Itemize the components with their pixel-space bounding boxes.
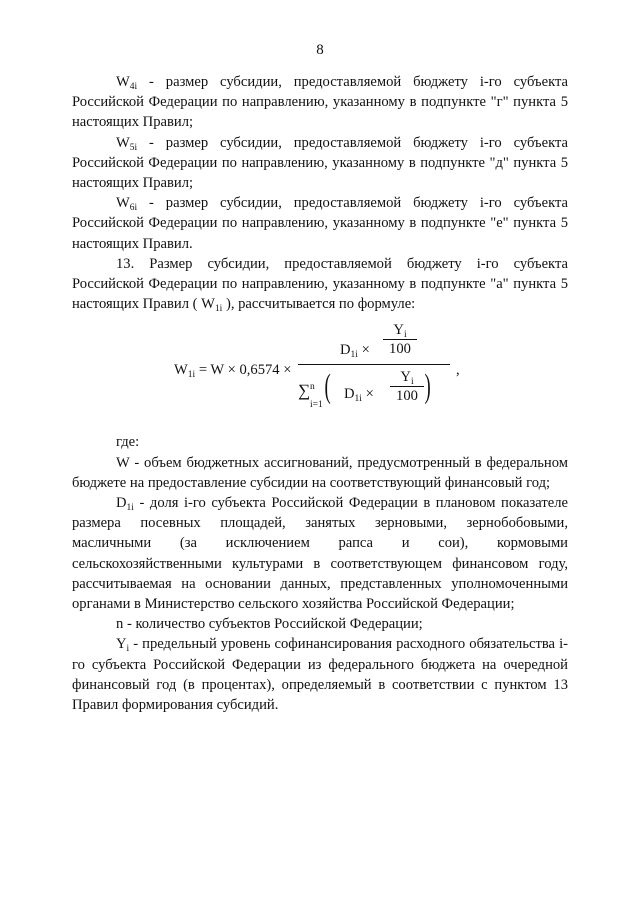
definition-n: n - количество субъектов Российской Федерации;	[116, 616, 423, 633]
inner-fraction-denominator: $Y_i$ 100	[390, 369, 424, 404]
formula: $W_{1i} = W \times 0,6574$ × $D_{1i}$ × $Y_i$ 100 ∑ n i=1 ( $D_{1i}$ × $Y_i$ 100 ) ,	[72, 314, 568, 432]
inner-fraction-numerator: $Y_i$ 100	[383, 322, 417, 357]
formula-lhs: $W_{1i} = W \times 0,6574$ ×	[174, 362, 292, 381]
fraction-numerator: $D_{1i}$ × $Y_i$ 100	[298, 322, 450, 362]
page-number: 8	[316, 42, 324, 58]
definition-d1i: $D_{1i}$ - доля i-го субъекта Российской Федерации в плановом показателе размера посевных площадей, занятых зерновыми, зернобобовыми, масличными (за исключением рапса и сои), кормовыми сельскохозяйственными культурами в соответствующем финансовом году, рассчитываемая на основании данных, представленных уполномоченными органами в Министерство сельского хозяйства Российской Федерации;	[72, 495, 568, 613]
paragraph-w5: $W_{5i}$ - размер субсидии, предоставляемой бюджету i-го субъекта Российской Федерации по направлению, указанному в подпункте "д" пункта 5 настоящих Правил;	[72, 134, 568, 192]
document-body	[72, 72, 568, 715]
paragraph-w4: $W_{4i}$ - размер субсидии, предоставляемой бюджету i-го субъекта Российской Федерации по направлению, указанному в подпункте "г" пункта 5 настоящих Правил;	[72, 74, 568, 131]
definition-w: W - объем бюджетных ассигнований, предусмотренный в федеральном бюджете на предоставление субсидии на соответствующий финансовый год;	[72, 454, 568, 491]
fraction-denominator: ∑ n i=1 ( $D_{1i}$ × $Y_i$ 100 )	[298, 368, 431, 411]
formula-fraction	[298, 322, 450, 415]
paragraph-w6: $W_{6i}$ - размер субсидии, предоставляемой бюджету i-го субъекта Российской Федерации по направлению, указанному в подпункте "е" пункта 5 настоящих Правил.	[72, 195, 568, 252]
definition-yi: $Y_i$ - предельный уровень софинансирования расходного обязательства i-го субъекта Российской Федерации из федерального бюджета на очередной финансовый год (в процентах), определяемый в соответствии с пунктом 13 Правил формирования субсидий.	[72, 636, 568, 714]
paragraph-13: 13. Размер субсидии, предоставляемой бюджету i-го субъекта Российской Федерации по направлению, указанному в подпункте "а" пункта 5 настоящих Правил ( $W_{1i}$ ), рассчитывается по формуле:	[72, 255, 568, 315]
where-label: где:	[116, 434, 140, 451]
